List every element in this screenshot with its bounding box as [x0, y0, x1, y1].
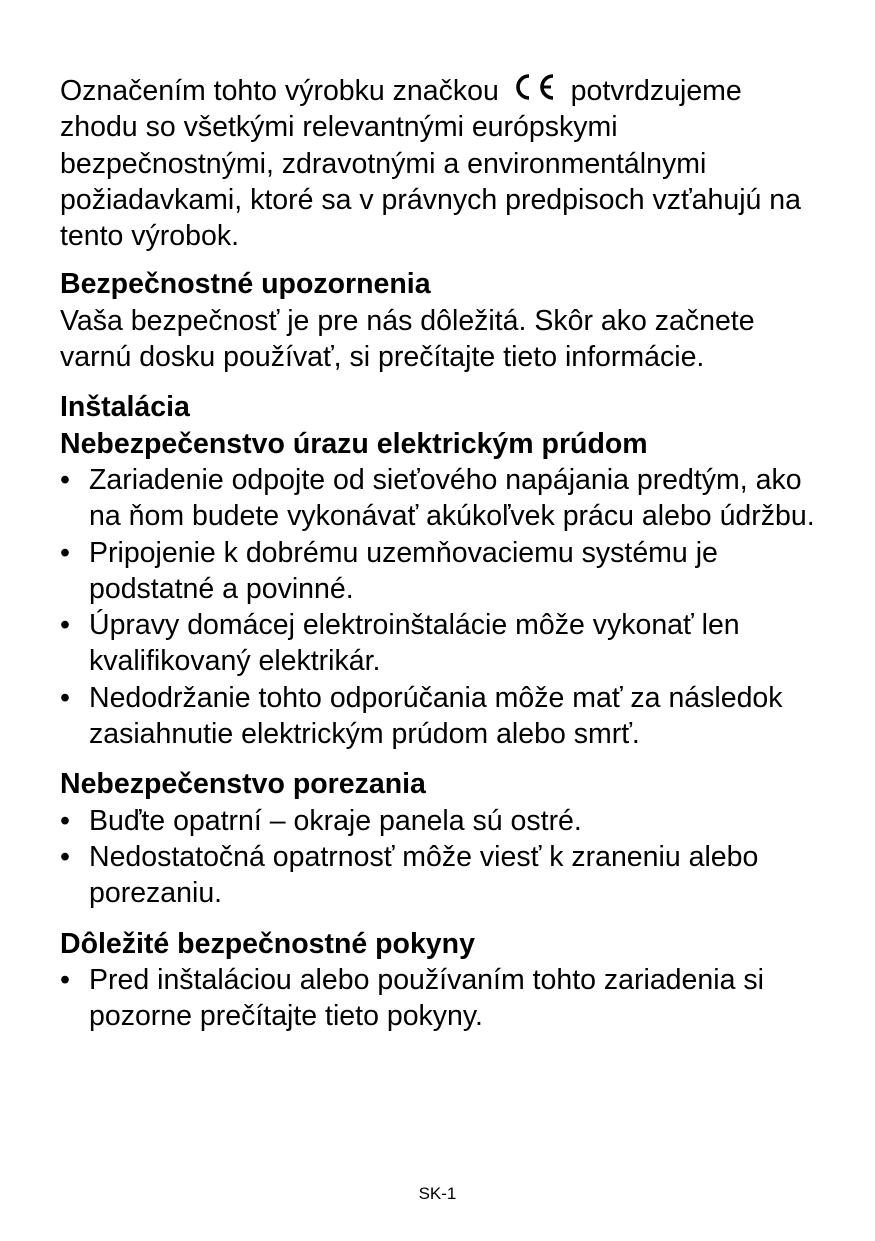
ce-mark-icon [509, 72, 559, 102]
installation-heading: Inštalácia [60, 391, 190, 424]
bullet-icon: • [60, 463, 70, 496]
list-item [60, 839, 820, 912]
list-item [60, 962, 820, 1035]
bullet-icon: • [60, 609, 70, 642]
intro-text-after-mark: potvrdzujeme zhodu so všetkými relevantnými európskymi bezpečnostnými, zdravotnými a environmentálnymi požiadavkami, ktoré sa v právnych predpisoch vzťahujú na tento výrobok. [60, 75, 801, 253]
list-item-text: Nedostatočná opatrnosť môže viesť k zraneniu alebo porezaniu. [89, 840, 759, 910]
page-number: SK-1 [418, 1184, 457, 1203]
list-item [60, 803, 820, 839]
list-item-text: Úpravy domácej elektroinštalácie môže vykonať len kvalifikovaný elektrikár. [89, 609, 740, 678]
important-heading: Dôležité bezpečnostné pokyny [60, 927, 475, 960]
bullet-icon: • [60, 963, 70, 996]
important-list [60, 962, 820, 1035]
cutting-list [60, 803, 820, 912]
safety-text: Vaša bezpečnosť je pre nás dôležitá. Skôr ako začnete varnú dosku používať, si prečítajte tieto informácie. [60, 304, 755, 374]
list-item-text: Buďte opatrní – okraje panela sú ostré. [89, 804, 582, 837]
important-section [60, 926, 820, 1035]
list-item [60, 607, 820, 680]
list-item [60, 535, 820, 608]
electric-shock-heading: Nebezpečenstvo úrazu elektrickým prúdom [60, 427, 648, 460]
bullet-icon: • [60, 804, 70, 837]
list-item-text: Zariadenie odpojte od sieťového napájania predtým, ako na ňom budete vykonávať akúkoľvek prácu alebo údržbu. [89, 463, 815, 533]
installation-list [60, 462, 820, 752]
list-item-text: Pred inštaláciou alebo používaním tohto zariadenia si pozorne prečítajte tieto pokyny. [89, 963, 764, 1033]
list-item [60, 462, 820, 535]
cutting-section [60, 766, 820, 911]
safety-heading: Bezpečnostné upozornenia [60, 268, 431, 301]
list-item [60, 680, 820, 753]
bullet-icon: • [60, 681, 70, 714]
bullet-icon: • [60, 536, 70, 569]
document-page [60, 72, 820, 1048]
list-item-text: Nedodržanie tohto odporúčania môže mať za následok zasiahnutie elektrickým prúdom alebo smrť. [89, 681, 783, 751]
cutting-heading: Nebezpečenstvo porezania [60, 768, 426, 801]
list-item-text: Pripojenie k dobrému uzemňovaciemu systému je podstatné a povinné. [89, 536, 718, 605]
installation-section [60, 389, 820, 752]
bullet-icon: • [60, 840, 70, 873]
intro-paragraph [60, 72, 820, 254]
safety-section [60, 266, 820, 375]
intro-text-before-mark: Označením tohto výrobku značkou [60, 75, 499, 107]
